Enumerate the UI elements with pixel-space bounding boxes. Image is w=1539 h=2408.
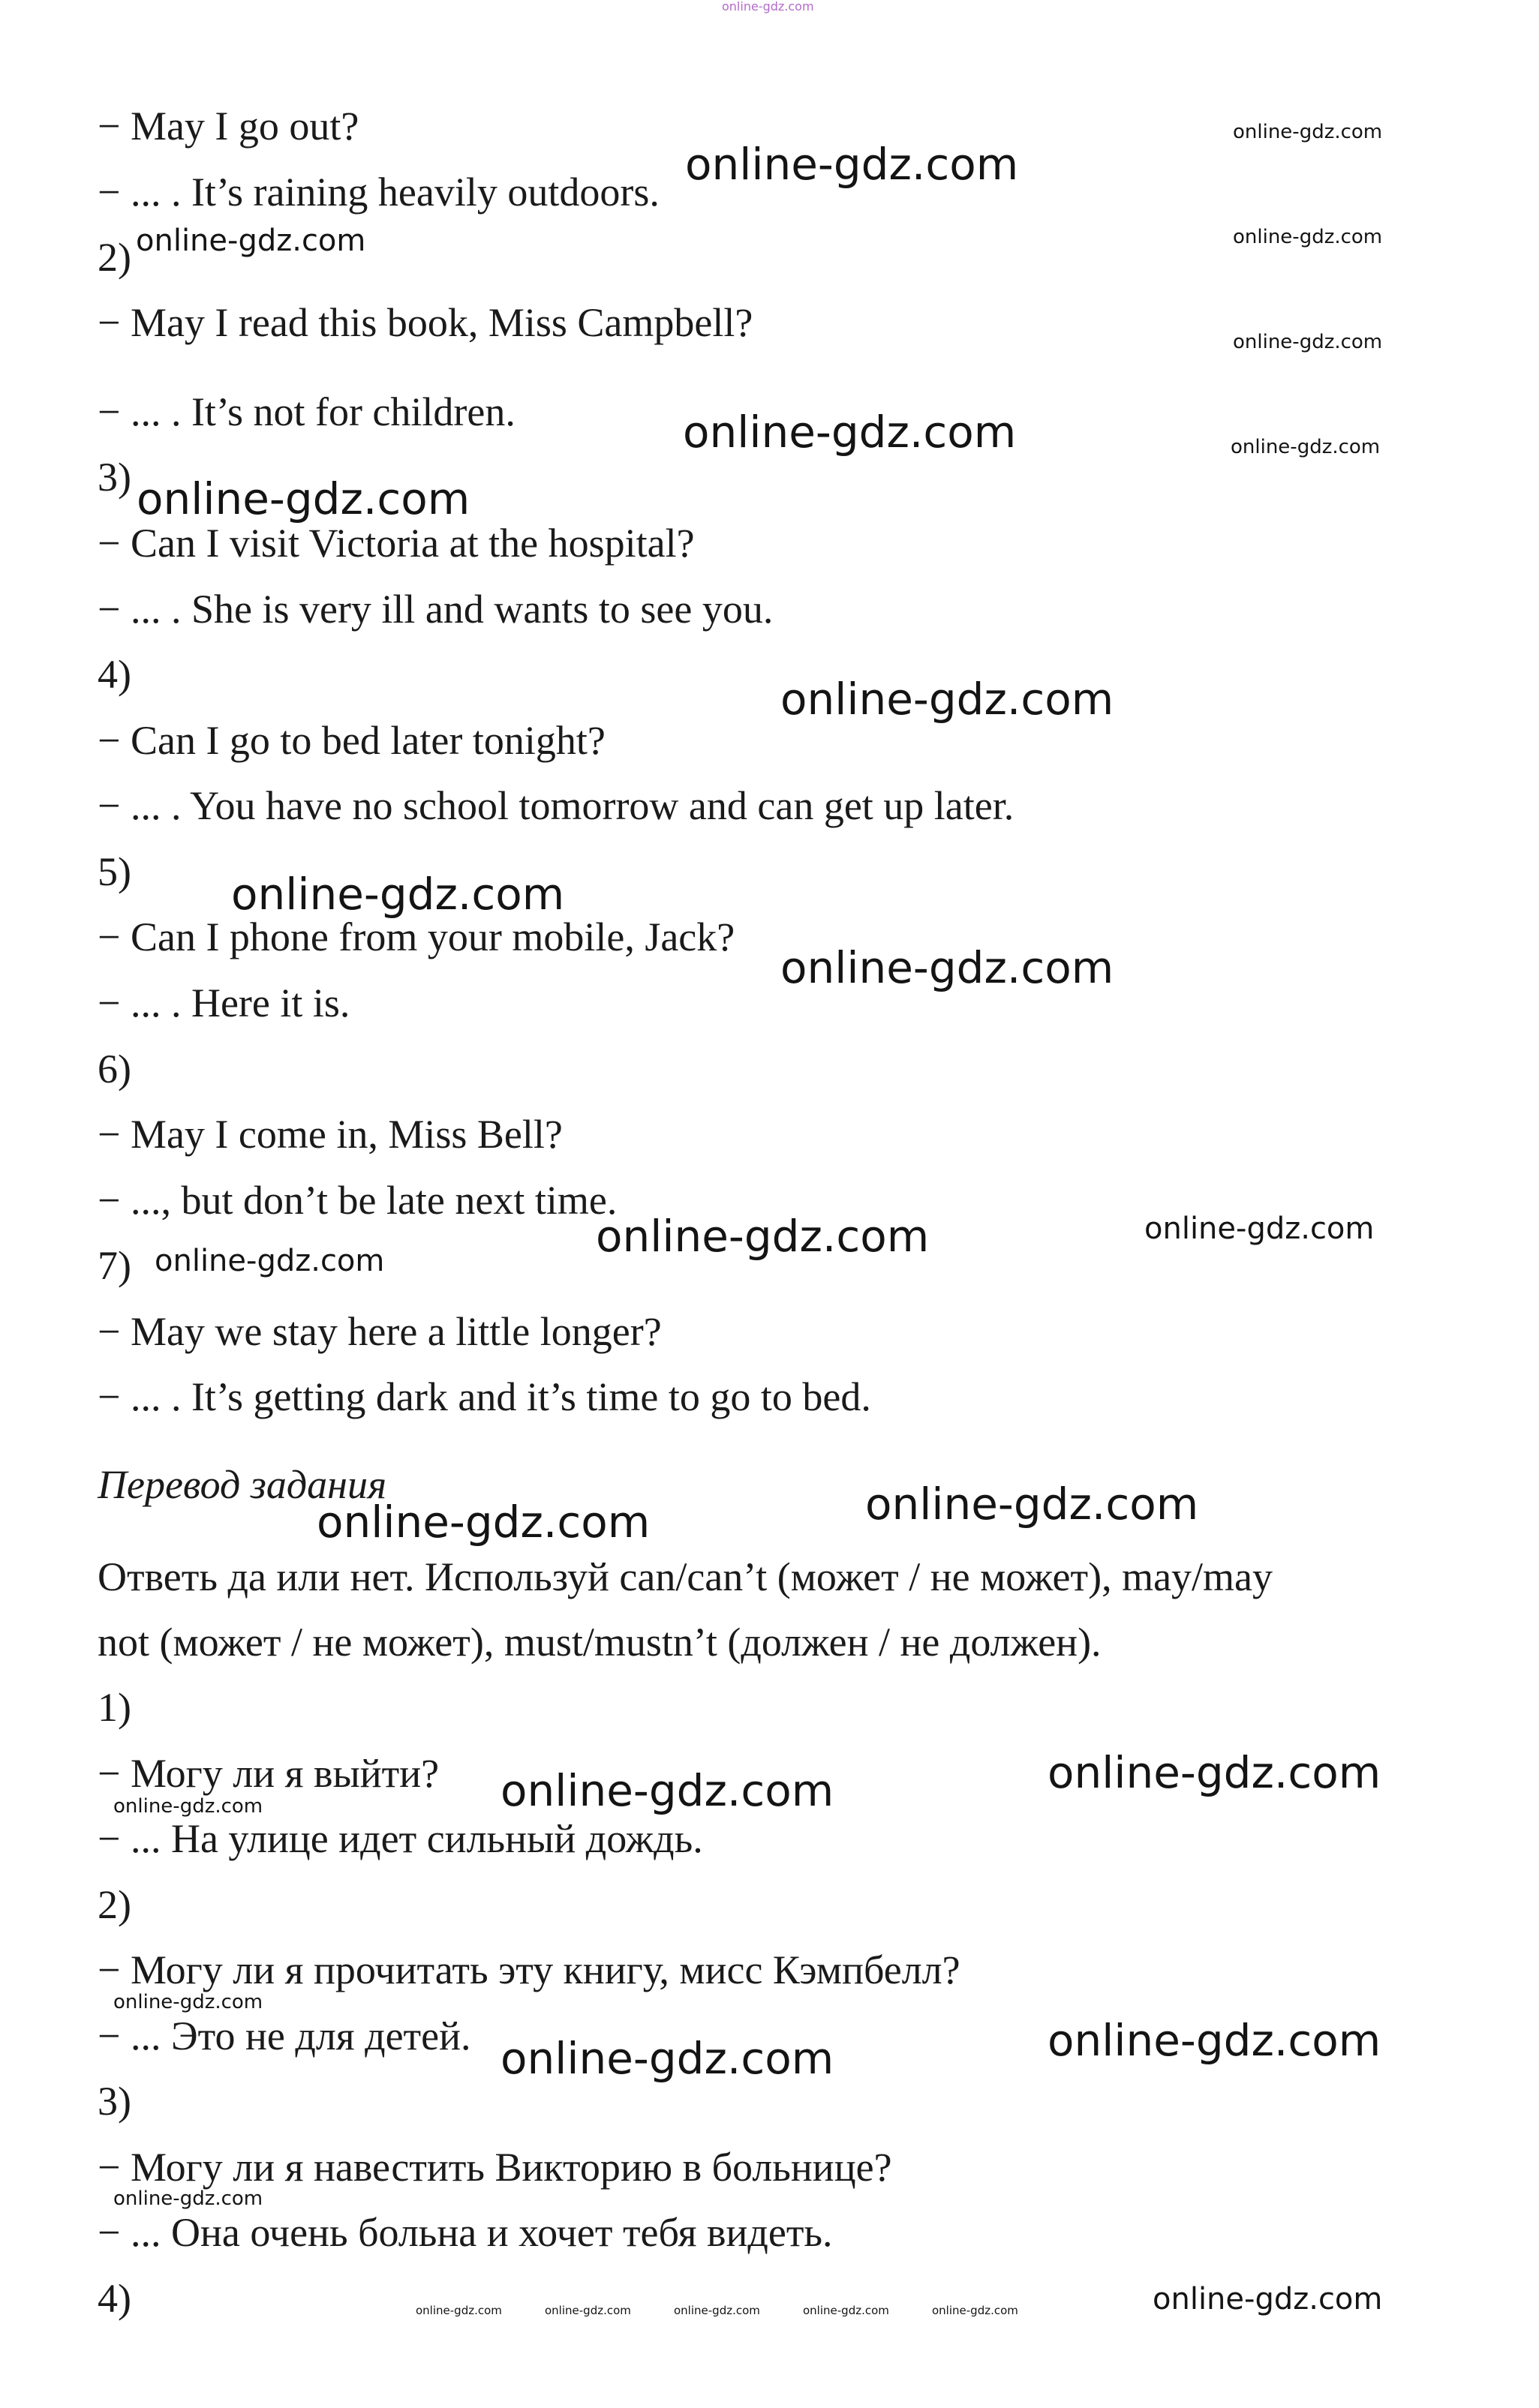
watermark: online-gdz.com [780, 674, 1114, 725]
line-raining: − ... . It’s raining heavily outdoors. [98, 170, 660, 215]
line-phone-mobile: − Can I phone from your mobile, Jack? [98, 914, 735, 959]
watermark: online-gdz.com [803, 2304, 889, 2317]
ru-line-navestit: − Могу ли я навестить Викторию в больнице? [98, 2145, 892, 2190]
ru-item-number-3: 3) [98, 2079, 131, 2124]
watermark: online-gdz.com [1153, 2282, 1383, 2316]
ru-line-prochitat: − Могу ли я прочитать эту книгу, мисс Кэмпбелл? [98, 1947, 960, 1992]
watermark: online-gdz.com [1144, 1212, 1375, 1246]
watermark: online-gdz.com [137, 473, 470, 524]
line-come-in: − May I come in, Miss Bell? [98, 1112, 563, 1157]
watermark: online-gdz.com [932, 2304, 1018, 2317]
translation-instruction-line-1: Ответь да или нет. Используй can/can’t (может / не может), may/may [98, 1554, 1273, 1599]
watermark: online-gdz.com [545, 2304, 631, 2317]
watermark: online-gdz.com [674, 2304, 760, 2317]
watermark: online-gdz.com [416, 2304, 502, 2317]
line-stay-longer: − May we stay here a little longer? [98, 1309, 662, 1354]
watermark: online-gdz.com [865, 1479, 1199, 1530]
line-no-school: − ... . You have no school tomorrow and can get up later. [98, 783, 1014, 828]
item-number-2: 2) [98, 235, 131, 280]
ru-item-number-2: 2) [98, 1882, 131, 1927]
line-here-it-is: − ... . Here it is. [98, 980, 350, 1025]
watermark: online-gdz.com [685, 139, 1019, 190]
watermark: online-gdz.com [113, 1795, 263, 1818]
item-number-3: 3) [98, 455, 131, 500]
item-number-4: 4) [98, 652, 131, 697]
watermark: online-gdz.com [500, 2033, 834, 2084]
item-number-7: 7) [98, 1243, 131, 1288]
watermark: online-gdz.com [1233, 121, 1383, 143]
line-getting-dark: − ... . It’s getting dark and it’s time to go to bed. [98, 1374, 871, 1419]
line-read-book: − May I read this book, Miss Campbell? [98, 300, 753, 345]
ru-line-dozhd: − ... На улице идет сильный дождь. [98, 1816, 703, 1861]
ru-item-number-1: 1) [98, 1685, 131, 1730]
watermark: online-gdz.com [231, 869, 565, 920]
watermark: online-gdz.com [1231, 436, 1381, 458]
top-watermark: online-gdz.com [722, 0, 814, 14]
ru-line-vyiti: − Могу ли я выйти? [98, 1751, 440, 1796]
ru-item-number-4: 4) [98, 2276, 131, 2321]
watermark: online-gdz.com [1048, 1747, 1381, 1798]
item-number-5: 5) [98, 849, 131, 894]
watermark: online-gdz.com [113, 1991, 263, 2013]
watermark: online-gdz.com [1233, 226, 1383, 248]
watermark: online-gdz.com [780, 942, 1114, 993]
watermark: online-gdz.com [1233, 331, 1383, 353]
watermark: online-gdz.com [317, 1497, 651, 1548]
line-very-ill: − ... . She is very ill and wants to see you. [98, 587, 774, 632]
watermark: online-gdz.com [596, 1211, 930, 1262]
ru-line-bolna: − ... Она очень больна и хочет тебя видеть. [98, 2210, 833, 2255]
translation-instruction-line-2: not (может / не может), must/mustn’t (должен / не должен). [98, 1620, 1102, 1665]
line-go-to-bed-later: − Can I go to bed later tonight? [98, 718, 606, 763]
watermark: online-gdz.com [683, 407, 1017, 458]
item-number-6: 6) [98, 1046, 131, 1091]
ru-line-ne-dlya-detey: − ... Это не для детей. [98, 2013, 471, 2058]
watermark: online-gdz.com [500, 1765, 834, 1816]
line-may-i-go-out: − May I go out? [98, 104, 359, 149]
watermark: online-gdz.com [1048, 2015, 1381, 2066]
watermark: online-gdz.com [113, 2187, 263, 2210]
line-visit-victoria: − Can I visit Victoria at the hospital? [98, 521, 695, 566]
watermark: online-gdz.com [136, 224, 366, 258]
line-dont-be-late: − ..., but don’t be late next time. [98, 1178, 618, 1223]
watermark: online-gdz.com [155, 1244, 385, 1278]
translation-heading: Перевод задания [98, 1462, 387, 1507]
line-not-for-children: − ... . It’s not for children. [98, 389, 516, 434]
